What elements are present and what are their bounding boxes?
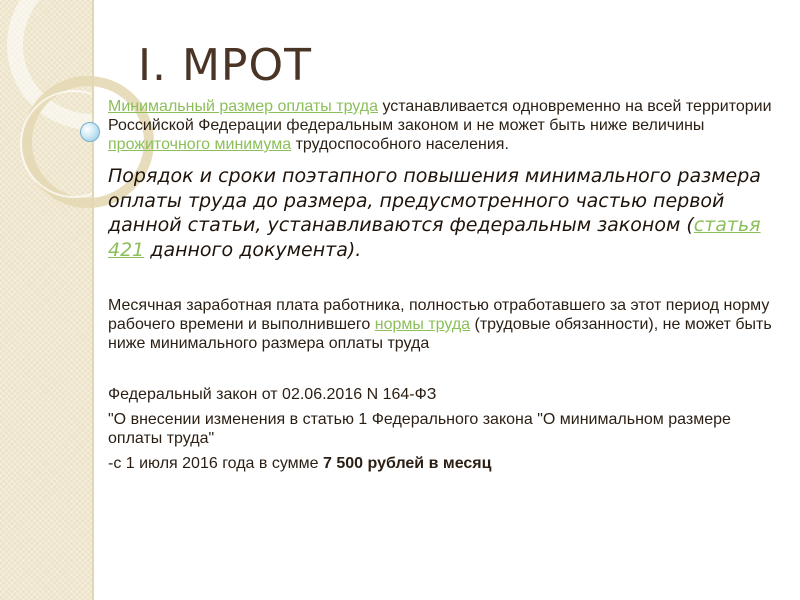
paragraph-text: Месячная заработная плата работника, полностью отработавшего за этот период норму рабочего времени и выполнившего bbox=[108, 297, 770, 333]
law-reference: Федеральный закон от 02.06.2016 N 164-ФЗ bbox=[108, 386, 437, 403]
side-divider bbox=[92, 0, 94, 600]
paragraph-text: данного документа). bbox=[144, 238, 362, 261]
slide-title: I. МРОТ bbox=[138, 40, 312, 91]
paragraph-increase-procedure bbox=[108, 164, 772, 262]
effective-prefix: -с 1 июля 2016 года в сумме bbox=[108, 455, 324, 472]
law-title: "О внесении изменения в статью 1 Федерального закона "О минимальном размере оплаты труда" bbox=[108, 411, 731, 447]
link-minimum-wage[interactable]: Минимальный размер оплаты труда bbox=[108, 98, 378, 115]
slide-content bbox=[108, 97, 772, 473]
paragraph-text: трудоспособного населения. bbox=[291, 136, 509, 153]
paragraph-text: Порядок и сроки поэтапного повышения минимального размера оплаты труда до размера, предусмотренного частью первой данной статьи, устанавливаются федеральным законом ( bbox=[108, 165, 761, 236]
bullet-dot-icon bbox=[80, 122, 100, 142]
link-labor-norms[interactable]: нормы труда bbox=[374, 316, 471, 333]
paragraph-text: (трудовые обязанности), не может быть ниже минимального размера оплаты труда bbox=[108, 316, 772, 352]
wage-amount: 7 500 рублей в месяц bbox=[323, 455, 492, 472]
paragraph-text: устанавливается одновременно на всей территории Российской Федерации федеральным законом и не может быть ниже величины bbox=[108, 98, 772, 134]
effective-amount bbox=[108, 454, 772, 473]
paragraph-mrot-definition bbox=[108, 97, 772, 154]
paragraph-monthly-wage bbox=[108, 296, 772, 353]
decorative-side-panel bbox=[0, 0, 92, 600]
link-article-421[interactable]: статья 421 bbox=[108, 214, 761, 261]
link-subsistence-minimum[interactable]: прожиточного минимума bbox=[108, 136, 292, 153]
